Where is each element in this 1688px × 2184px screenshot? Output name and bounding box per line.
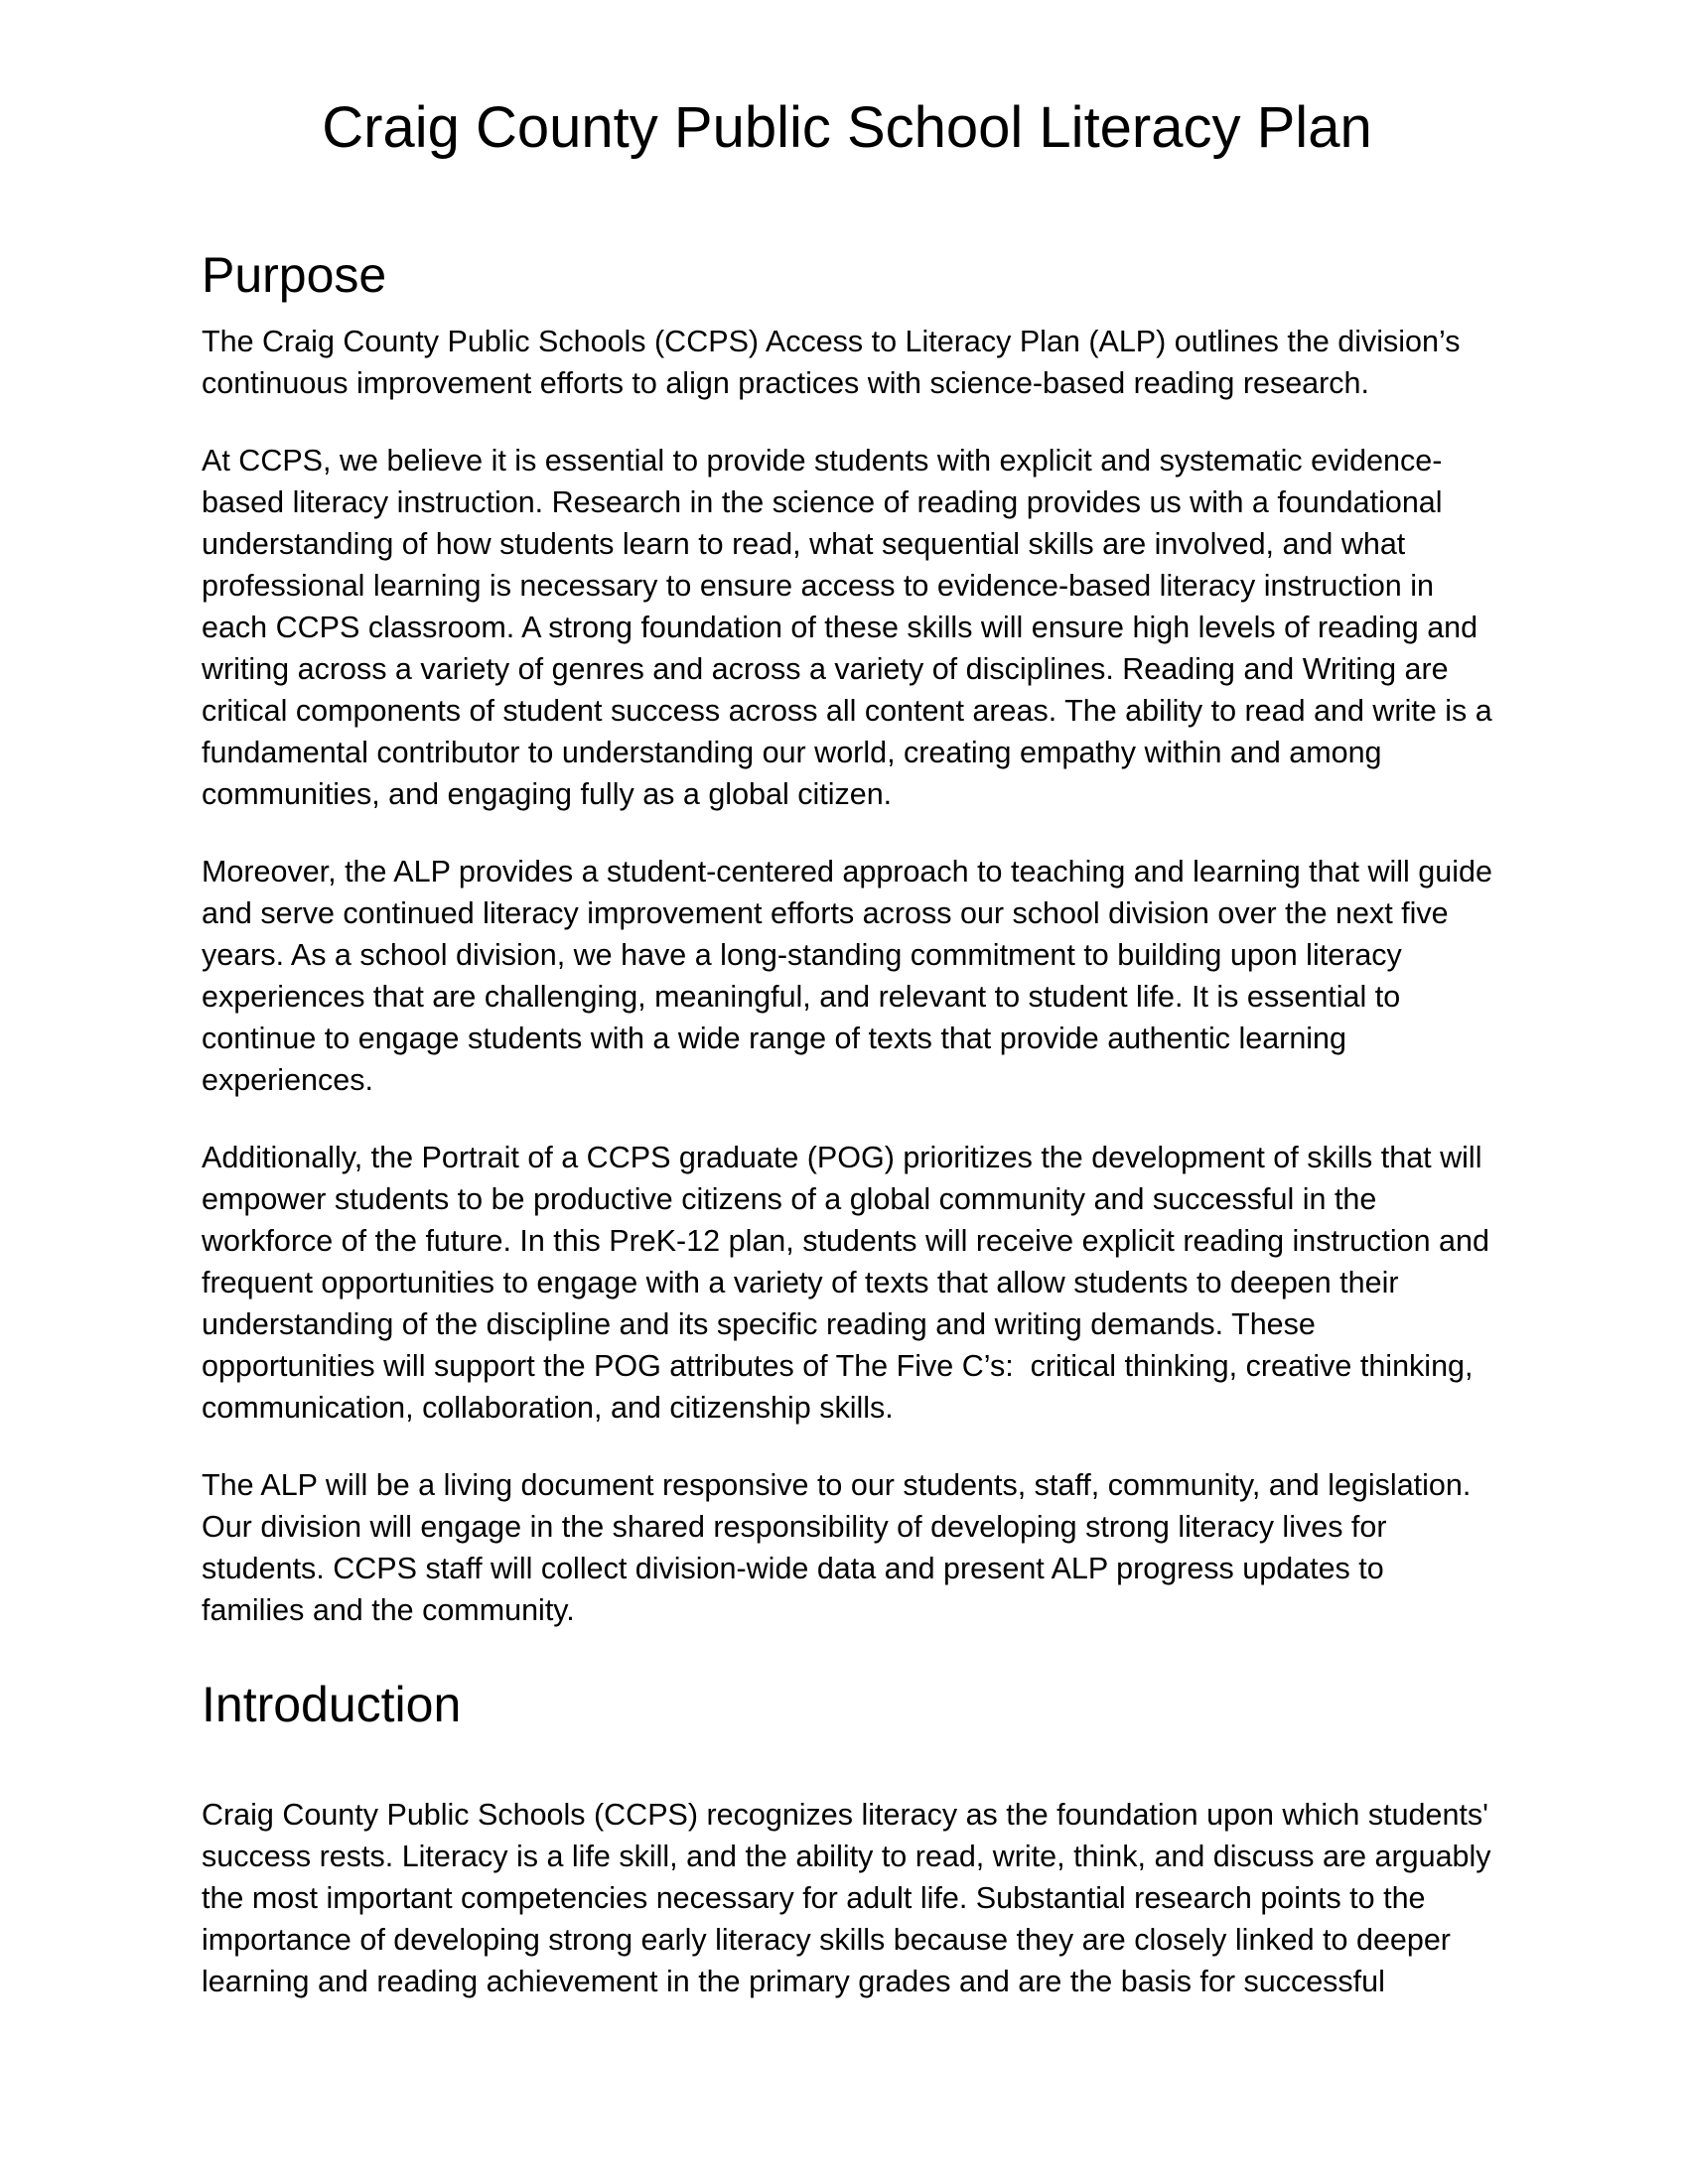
document-content <box>0 93 1688 2002</box>
purpose-paragraph: Moreover, the ALP provides a student-centered approach to teaching and learning that will guide and serve continued literacy improvement efforts across our school division over the next five years. As a school division, we have a long-standing commitment to building upon literacy experiences that are challenging, meaningful, and relevant to student life. It is essential to continue to engage students with a wide range of texts that provide authentic learning experiences. <box>202 855 1501 1097</box>
section-heading-introduction: Introduction <box>202 1677 462 1732</box>
document-title: Craig County Public School Literacy Plan <box>322 95 1372 160</box>
purpose-paragraph: The Craig County Public Schools (CCPS) Access to Literacy Plan (ALP) outlines the division’s continuous improvement efforts to align practices with science-based reading research. <box>202 325 1469 400</box>
purpose-paragraph: The ALP will be a living document responsive to our students, staff, community, and legislation. Our division will engage in the shared responsibility of developing strong literacy lives for students. CCPS staff will collect division-wide data and present ALP progress updates to families and the community. <box>202 1468 1479 1627</box>
purpose-paragraph: Additionally, the Portrait of a CCPS graduate (POG) prioritizes the development of skills that will empower students to be productive citizens of a global community and successful in the workforce of the future. In this PreK-12 plan, students will receive explicit reading instruction and frequent opportunities to engage with a variety of texts that allow students to deepen their understanding of the discipline and its specific reading and writing demands. These opportunities will support the POG attributes of The Five C’s: critical thinking, creative thinking, communication, collaboration, and citizenship skills. <box>202 1141 1498 1425</box>
introduction-paragraph: Craig County Public Schools (CCPS) recognizes literacy as the foundation upon which students' success rests. Literacy is a life skill, and the ability to read, write, think, and discuss are arguably the most important competencies necessary for adult life. Substantial research points to the importance of developing strong early literacy skills because they are closely linked to deeper learning and reading achievement in the primary grades and are the basis for successful <box>202 1798 1500 1998</box>
purpose-paragraph: At CCPS, we believe it is essential to provide students with explicit and systematic evidence-based literacy instruction. Research in the science of reading provides us with a foundational understanding of how students learn to read, what sequential skills are involved, and what professional learning is necessary to ensure access to evidence-based literacy instruction in each CCPS classroom. A strong foundation of these skills will ensure high levels of reading and writing across a variety of genres and across a variety of disciplines. Reading and Writing are critical components of student success across all content areas. The ability to read and write is a fundamental contributor to understanding our world, creating empathy within and among communities, and engaging fully as a global citizen. <box>202 444 1501 811</box>
section-heading-purpose: Purpose <box>202 247 387 303</box>
section-purpose <box>202 245 1501 1631</box>
section-introduction <box>202 1675 1500 2002</box>
